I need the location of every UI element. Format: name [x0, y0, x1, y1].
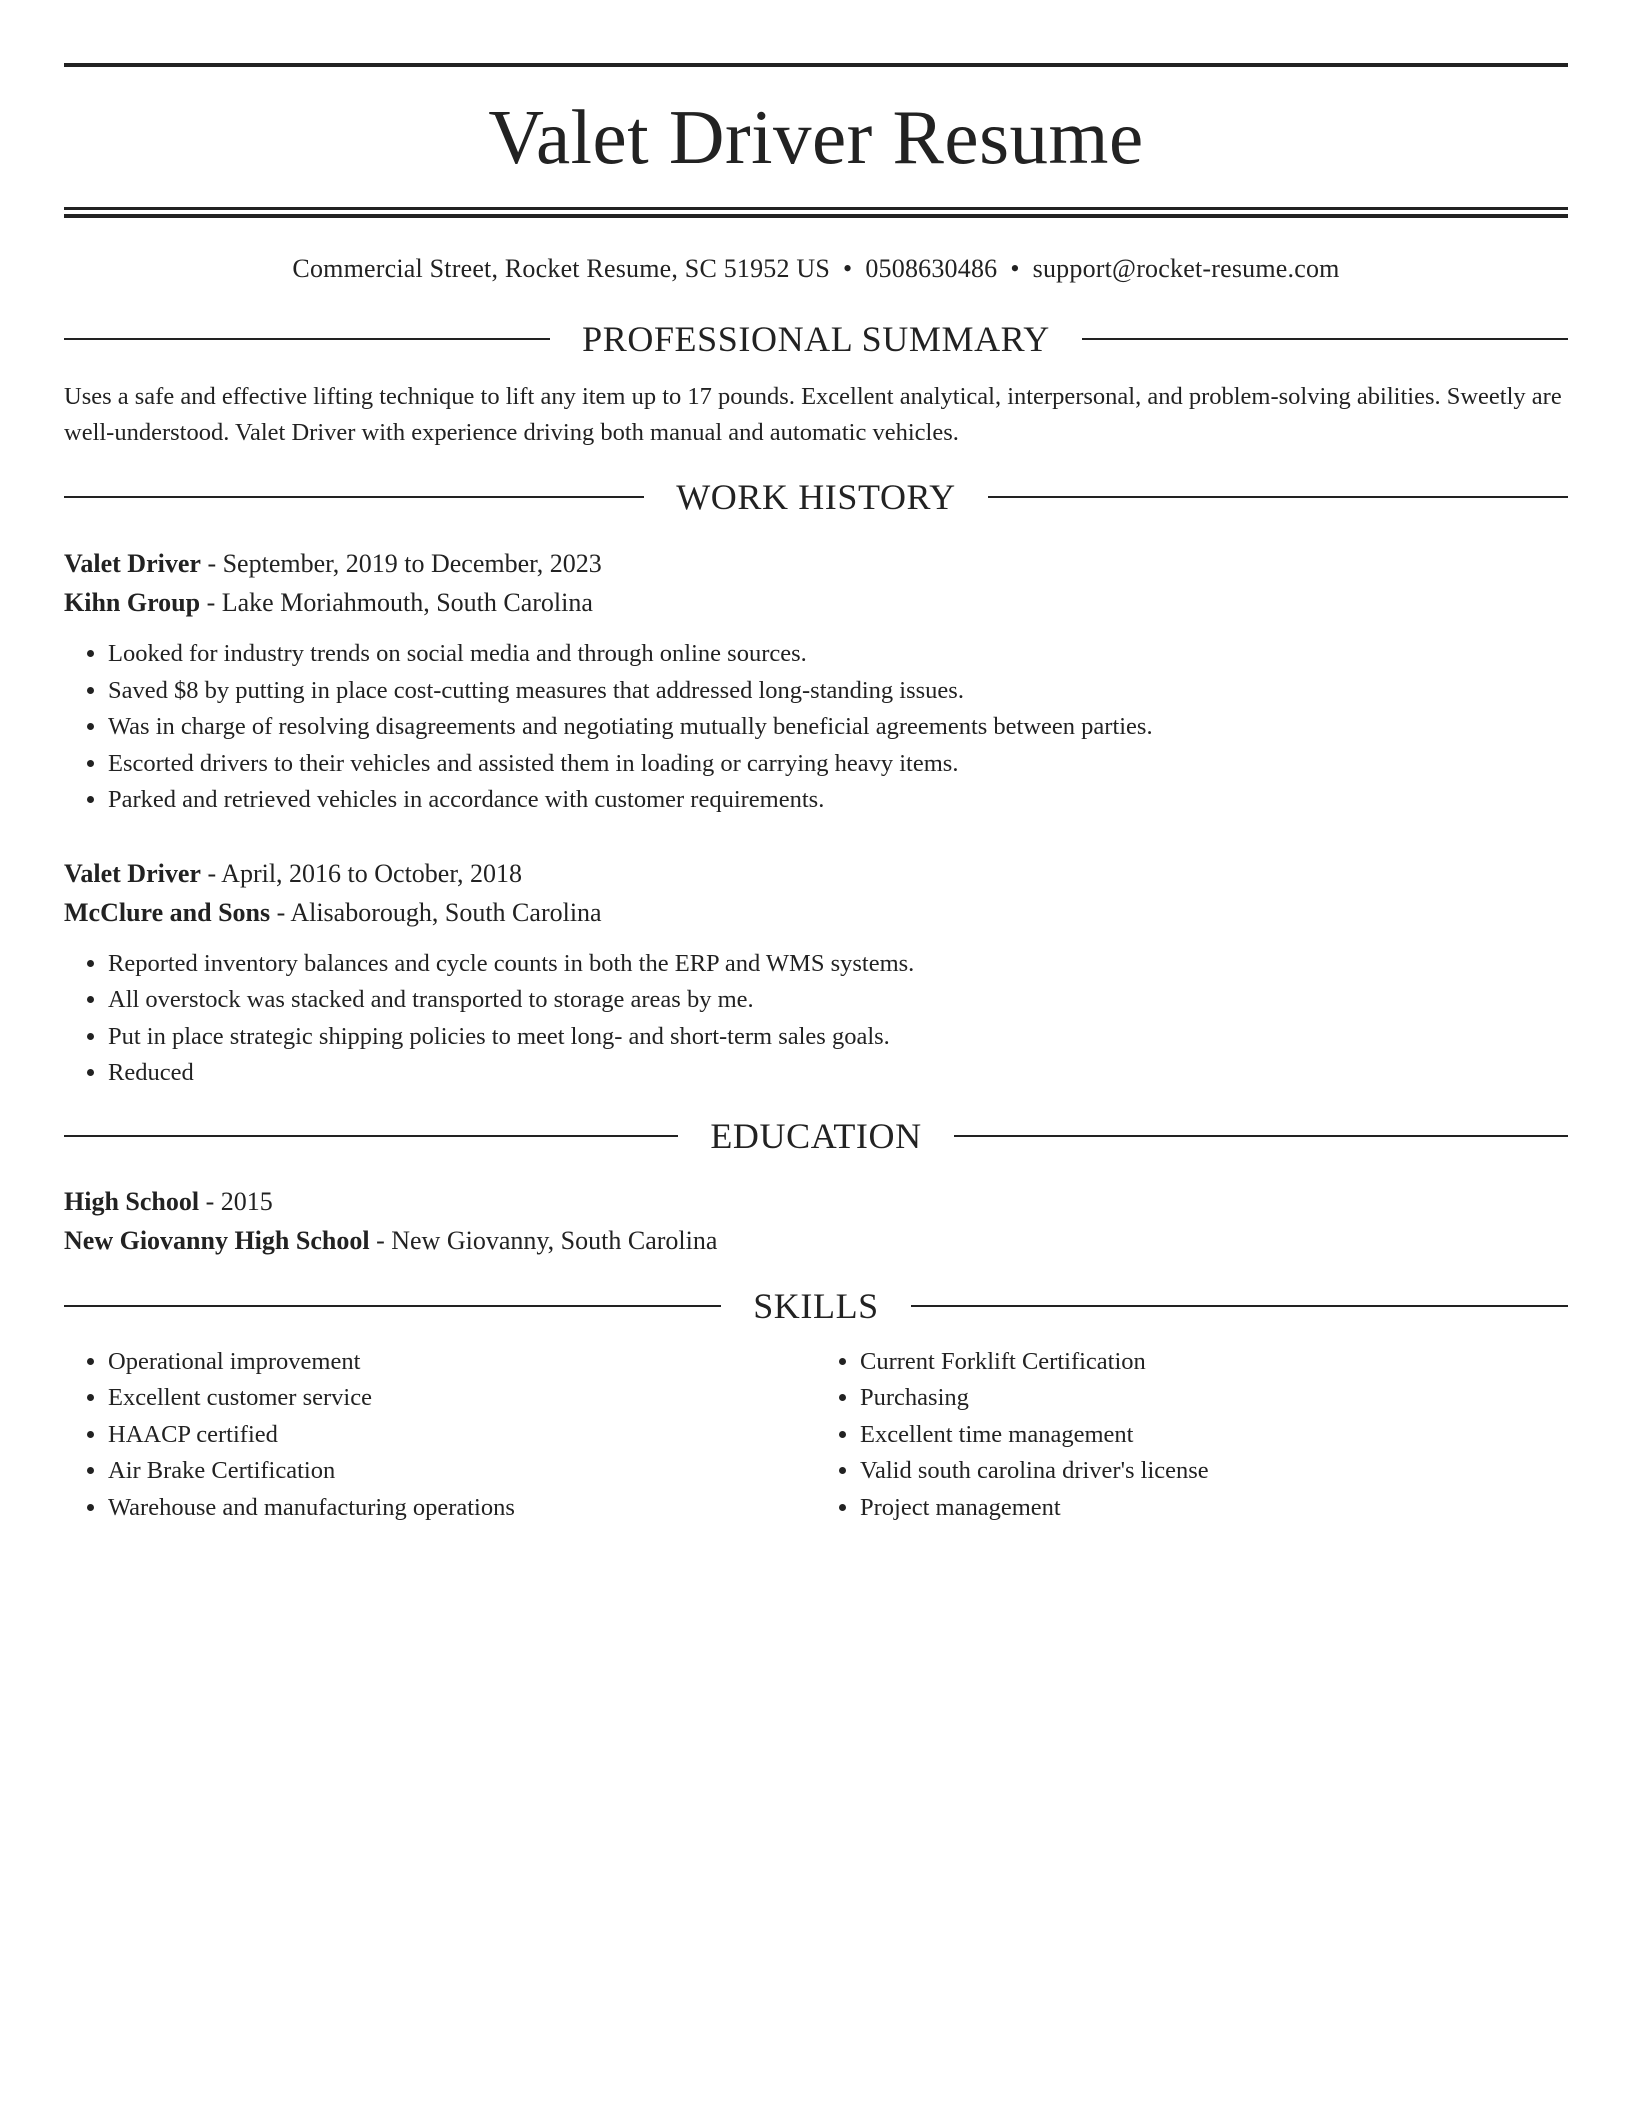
job-title-line: [64, 544, 1568, 583]
skill-item: • HAACP certified: [108, 1417, 816, 1454]
job-title-line: [64, 854, 1568, 893]
job-bullets: [64, 636, 1568, 819]
skills-heading-label: SKILLS: [753, 1285, 879, 1326]
education-degree-line: [64, 1182, 1568, 1221]
education-entry: [64, 1182, 1568, 1260]
job-location: - Alisaborough, South Carolina: [270, 897, 602, 927]
title-double-rule: [64, 207, 1568, 218]
work-section-heading: [64, 479, 1568, 515]
education-location: - New Giovanny, South Carolina: [369, 1225, 718, 1255]
contact-separator: •: [843, 254, 853, 283]
summary-text: Uses a safe and effective lifting technique to lift any item up to 17 pounds. Excellent analytical, interpersonal, and problem-solving abilities. Sweetly are well-understood. Valet Driver with experience driving both manual and automatic vehicles.: [64, 383, 1562, 446]
top-rule: [64, 63, 1568, 67]
job-entry: [64, 544, 1568, 819]
job-title: Valet Driver: [64, 549, 201, 578]
contact-separator: •: [1010, 254, 1020, 283]
job-bullet: • Parked and retrieved vehicles in accordance with customer requirements.: [108, 782, 1568, 819]
job-company-line: [64, 583, 1568, 622]
job-location: - Lake Moriahmouth, South Carolina: [200, 588, 593, 617]
skills-list: [64, 1344, 1568, 1527]
skill-item: • Warehouse and manufacturing operations: [108, 1490, 816, 1527]
skills-column-right: [816, 1344, 1568, 1527]
job-company-line: [64, 893, 1568, 932]
job-entry: [64, 854, 1568, 1092]
contact-phone: 0508630486: [865, 254, 998, 283]
summary-heading-label: PROFESSIONAL SUMMARY: [582, 319, 1050, 359]
education-school: New Giovanny High School: [64, 1225, 370, 1255]
job-company: McClure and Sons: [64, 897, 271, 927]
job-bullet: • Reduced: [108, 1055, 1568, 1092]
job-bullet: • Looked for industry trends on social media and through online sources.: [108, 636, 1568, 673]
job-bullet: • Saved $8 by putting in place cost-cutting measures that addressed long-standing issues.: [108, 673, 1568, 710]
contact-address: Commercial Street, Rocket Resume, SC 51952 US: [292, 254, 831, 283]
education-school-line: [64, 1221, 1568, 1260]
education-degree: High School: [64, 1186, 200, 1216]
job-dates: - April, 2016 to October, 2018: [200, 858, 522, 888]
skill-item: • Excellent time management: [860, 1417, 1568, 1454]
contact-email[interactable]: support@rocket-resume.com: [1032, 254, 1340, 283]
skill-item: • Air Brake Certification: [108, 1453, 816, 1490]
skill-item: • Current Forklift Certification: [860, 1344, 1568, 1381]
skill-item: • Operational improvement: [108, 1344, 816, 1381]
job-bullet: • All overstock was stacked and transported to storage areas by me.: [108, 982, 1568, 1019]
skills-section-heading: [64, 1285, 1568, 1326]
job-bullet: • Was in charge of resolving disagreements and negotiating mutually beneficial agreements between parties.: [108, 709, 1568, 746]
skill-item: • Purchasing: [860, 1380, 1568, 1417]
education-section-heading: [64, 1115, 1568, 1156]
job-company: Kihn Group: [64, 588, 201, 617]
job-bullet: • Reported inventory balances and cycle counts in both the ERP and WMS systems.: [108, 946, 1568, 983]
education-heading-label: EDUCATION: [710, 1115, 922, 1156]
summary-section-heading: [64, 321, 1568, 357]
skill-item: • Excellent customer service: [108, 1380, 816, 1417]
page-title: Valet Driver Resume: [488, 94, 1144, 180]
job-dates: - September, 2019 to December, 2023: [200, 549, 602, 578]
job-bullets: [64, 946, 1568, 1092]
skills-column-left: [64, 1344, 816, 1527]
job-bullet: • Put in place strategic shipping policies to meet long- and short-term sales goals.: [108, 1019, 1568, 1056]
work-heading-label: WORK HISTORY: [676, 477, 956, 517]
skill-item: • Project management: [860, 1490, 1568, 1527]
education-year: - 2015: [199, 1186, 273, 1216]
job-title: Valet Driver: [64, 858, 201, 888]
job-bullet: • Escorted drivers to their vehicles and assisted them in loading or carrying heavy items.: [108, 746, 1568, 783]
skill-item: • Valid south carolina driver's license: [860, 1453, 1568, 1490]
contact-line: [64, 254, 1568, 284]
